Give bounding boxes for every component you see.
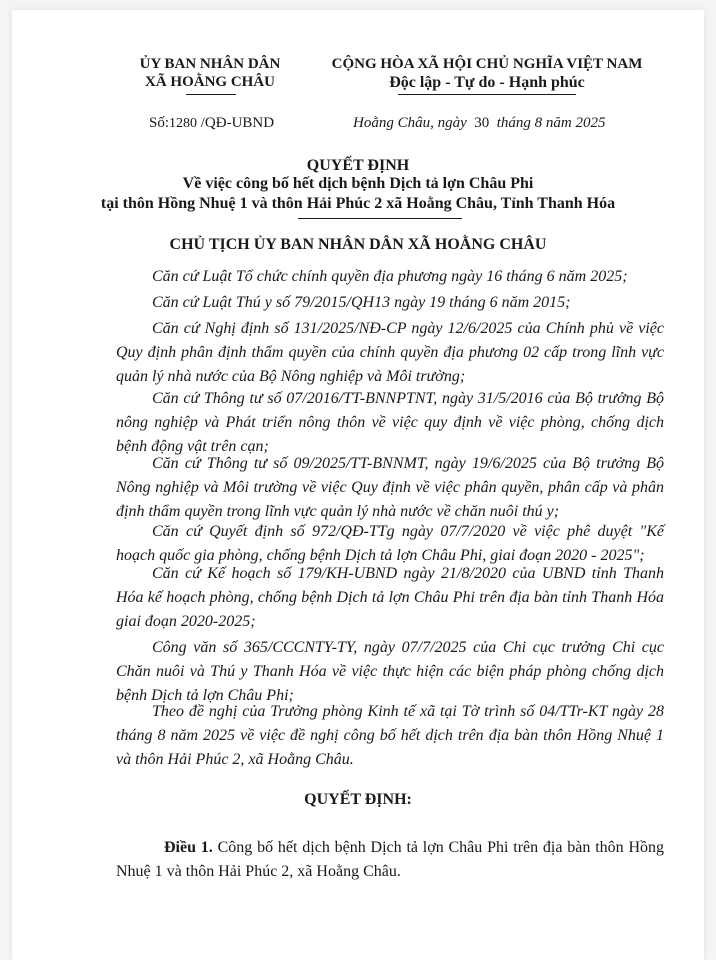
number-value: 1280 — [169, 116, 198, 131]
legal-basis-1: Căn cứ Luật Tổ chức chính quyền địa phương ngày 16 tháng 6 năm 2025; — [152, 268, 628, 285]
nation-name: CỘNG HÒA XÃ HỘI CHỦ NGHĨA VIỆT NAM — [331, 56, 643, 72]
decision-heading: QUYẾT ĐỊNH: — [304, 791, 412, 808]
decision-title: QUYẾT ĐỊNH — [306, 157, 410, 174]
issuing-authority: CHỦ TỊCH ỦY BAN NHÂN DÂN XÃ HOẰNG CHÂU — [169, 236, 547, 253]
legal-basis-3: Căn cứ Nghị định số 131/2025/NĐ-CP ngày 12/6/2025 của Chính phủ về việc Quy định phân định thẩm quyền của chính quyền địa phương 02 cấp trong lĩnh vực quản lý nhà nước của Bộ Nông nghiệp và Môi trường; — [116, 320, 664, 386]
org-name-line1: ỦY BAN NHÂN DÂN — [139, 56, 281, 72]
legal-basis-2: Căn cứ Luật Thú y số 79/2015/QH13 ngày 19 tháng 6 năm 2015; — [152, 294, 571, 311]
date-day: 30 — [474, 115, 490, 131]
org-underline — [186, 94, 236, 95]
document-number — [149, 115, 274, 132]
subject-underline — [298, 218, 462, 219]
number-suffix: /QĐ-UBND — [200, 115, 275, 131]
subject-line-2: tại thôn Hồng Nhuệ 1 và thôn Hải Phúc 2 xã Hoằng Châu, Tỉnh Thanh Hóa — [100, 195, 616, 212]
org-name-line2: XÃ HOẰNG CHÂU — [145, 74, 275, 90]
article-1-label: Điều 1. — [164, 839, 213, 856]
number-prefix: Số: — [149, 115, 170, 131]
legal-basis-9: Theo đề nghị của Trưởng phòng Kinh tế xã tại Tờ trình số 04/TTr-KT ngày 28 tháng 8 năm 2025 về việc đề nghị công bố hết dịch trên địa bàn thôn Hồng Nhuệ 1 và thôn Hải Phúc 2, xã Hoằng Châu. — [116, 703, 664, 769]
legal-basis-5: Căn cứ Thông tư số 09/2025/TT-BNNMT, ngày 19/6/2025 của Bộ trưởng Bộ Nông nghiệp và Môi trường về việc Quy định về việc phân quyền, phân cấp và phân định thẩm quyền trong lĩnh vực quản lý nhà nước về chăn nuôi thú y; — [116, 455, 664, 521]
document-date — [353, 115, 606, 132]
article-1 — [116, 836, 664, 884]
legal-basis-7: Căn cứ Kế hoạch số 179/KH-UBND ngày 21/8/2020 của UBND tỉnh Thanh Hóa kế hoạch phòng, chống bệnh Dịch tả lợn Châu Phi trên địa bàn tỉnh Thanh Hóa giai đoạn 2020-2025; — [116, 565, 664, 631]
subject-line-1: Về việc công bố hết dịch bệnh Dịch tả lợn Châu Phi — [182, 175, 534, 192]
article-1-text: Công bố hết dịch bệnh Dịch tả lợn Châu Phi trên địa bàn thôn Hồng Nhuệ 1 và thôn Hải Phúc 2, xã Hoằng Châu. — [116, 839, 665, 881]
legal-basis-4: Căn cứ Thông tư số 07/2016/TT-BNNPTNT, ngày 31/5/2016 của Bộ trưởng Bộ nông nghiệp và Phát triển nông thôn về việc quy định về việc phòng, chống dịch bệnh động vật trên cạn; — [116, 390, 664, 456]
document-page — [12, 10, 704, 960]
legal-basis-6: Căn cứ Quyết định số 972/QĐ-TTg ngày 07/7/2020 về việc phê duyệt "Kế hoạch quốc gia phòng, chống bệnh Dịch tả lợn Châu Phi, giai đoạn 2020 - 2025"; — [116, 523, 664, 565]
legal-basis-8: Công văn số 365/CCCNTY-TY, ngày 07/7/2025 của Chi cục trưởng Chi cục Chăn nuôi và Thú y Thanh Hóa về việc thực hiện các biện pháp phòng chống dịch bệnh Dịch tả lợn Châu Phi; — [116, 639, 664, 705]
date-suffix: tháng 8 năm 2025 — [496, 115, 606, 131]
motto-underline — [398, 94, 576, 95]
motto: Độc lập - Tự do - Hạnh phúc — [389, 74, 585, 91]
date-prefix: Hoằng Châu, ngày — [353, 115, 467, 131]
